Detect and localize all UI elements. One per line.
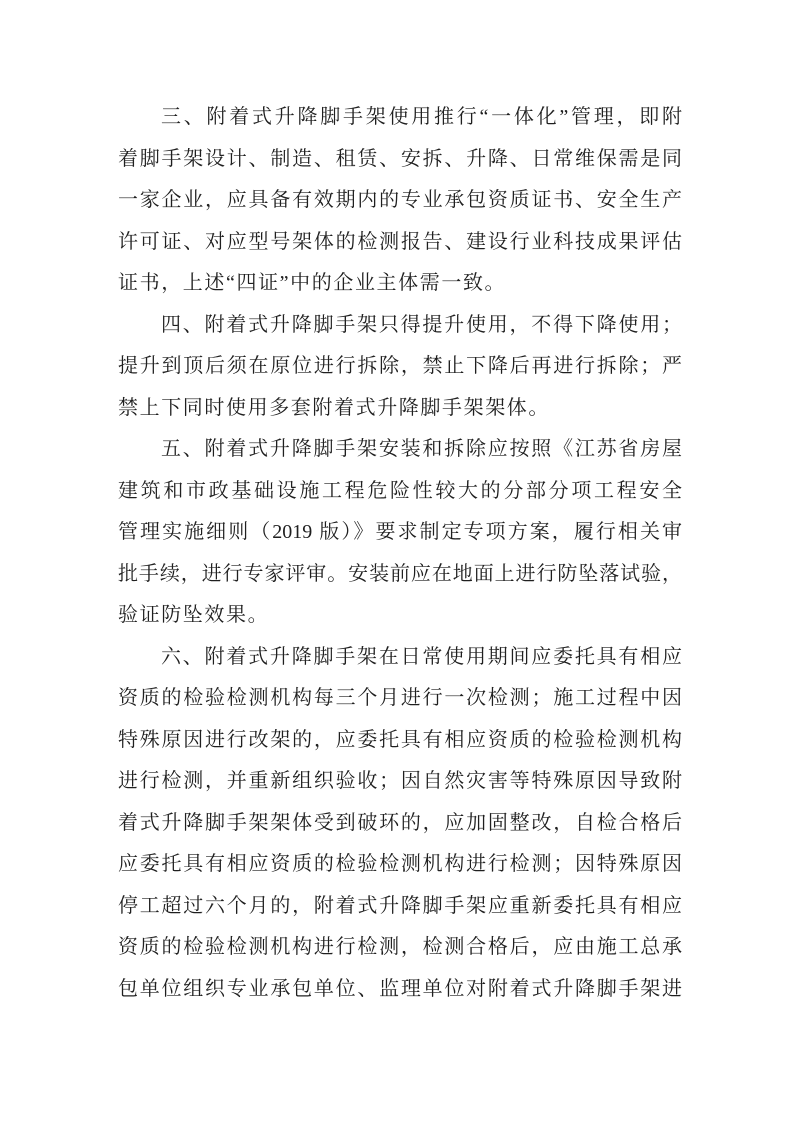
text-line: 建筑和市政基础设施工程危险性较大的分部分项工程安全 <box>118 479 682 502</box>
text-line: 包单位组织专业承包单位、监理单位对附着式升降脚手架进 <box>118 977 682 1000</box>
text-block <box>118 97 682 1010</box>
text-line: 着式升降脚手架架体受到破环的，应加固整改，自检合格后 <box>118 811 682 834</box>
text-line: 应委托具有相应资质的检验检测机构进行检测；因特殊原因 <box>118 853 682 875</box>
text-line: 验证防坠效果。 <box>118 604 270 626</box>
text-line: 六、附着式升降脚手架在日常使用期间应委托具有相应 <box>161 645 682 668</box>
text-line: 一家企业，应具备有效期内的专业承包资质证书、安全生产 <box>118 189 682 211</box>
text-line: 五、附着式升降脚手架安装和拆除应按照《江苏省房屋 <box>161 438 682 460</box>
text-line: 着脚手架设计、制造、租赁、安拆、升降、日常维保需是同 <box>118 147 682 170</box>
text-line: 资质的检验检测机构每三个月进行一次检测；施工过程中因 <box>118 687 682 709</box>
text-line: 许可证、对应型号架体的检测报告、建设行业科技成果评估 <box>118 230 682 253</box>
text-line: 四、附着式升降脚手架只得提升使用，不得下降使用； <box>161 313 682 336</box>
text-line: 资质的检验检测机构进行检测，检测合格后，应由施工总承 <box>118 936 682 958</box>
text-line: 证书，上述“四证”中的企业主体需一致。 <box>118 272 507 294</box>
text-line: 批手续，进行专家评审。安装前应在地面上进行防坠落试验， <box>118 562 682 585</box>
text-line: 停工超过六个月的，附着式升降脚手架应重新委托具有相应 <box>118 894 682 917</box>
text-line: 特殊原因进行改架的，应委托具有相应资质的检验检测机构 <box>118 728 682 751</box>
text-line: 三、附着式升降脚手架使用推行“一体化”管理，即附 <box>161 106 682 128</box>
text-line: 进行检测，并重新组织验收；因自然灾害等特殊原因导致附 <box>118 770 682 792</box>
text-line: 提升到顶后须在原位进行拆除，禁止下降后再进行拆除；严 <box>118 355 682 377</box>
text-line: 管理实施细则（2019 版）》要求制定专项方案，履行相关审 <box>118 521 682 543</box>
text-line: 禁上下同时使用多套附着式升降脚手架架体。 <box>118 396 550 419</box>
